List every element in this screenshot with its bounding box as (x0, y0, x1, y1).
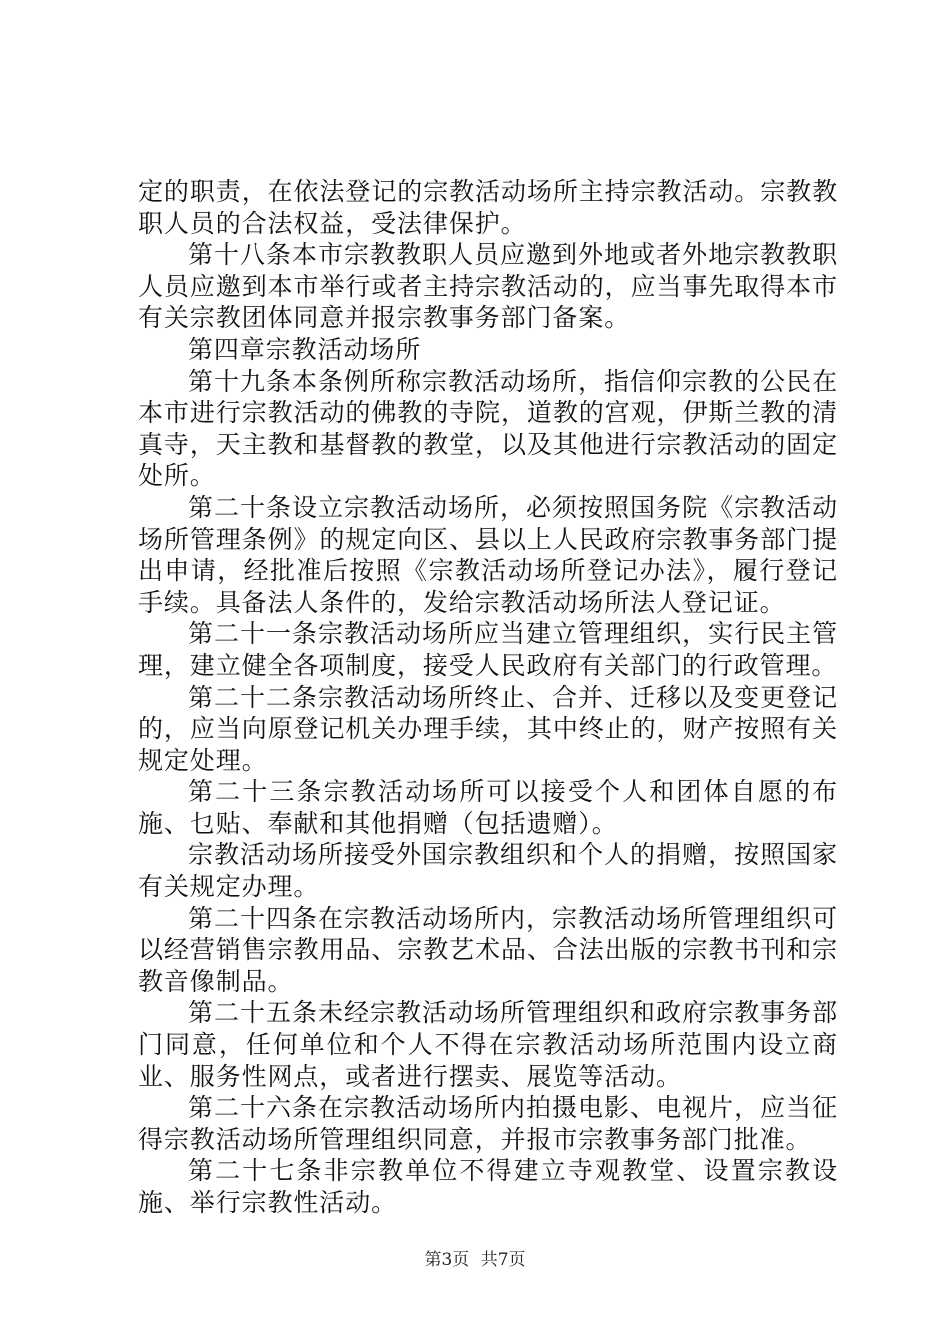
document-paragraph: 定的职责，在依法登记的宗教活动场所主持宗教活动。宗教教职人员的合法权益，受法律保护。 (138, 177, 838, 238)
document-paragraph: 第二十六条在宗教活动场所内拍摄电影、电视片，应当征得宗教活动场所管理组织同意，并报市宗教事务部门批准。 (138, 1093, 838, 1154)
document-paragraph: 第二十七条非宗教单位不得建立寺观教堂、设置宗教设施、举行宗教性活动。 (138, 1156, 838, 1217)
document-paragraph: 第十八条本市宗教教职人员应邀到外地或者外地宗教教职人员应邀到本市举行或者主持宗教活动的，应当事先取得本市有关宗教团体同意并报宗教事务部门备案。 (138, 240, 838, 333)
document-paragraph: 第二十一条宗教活动场所应当建立管理组织，实行民主管理，建立健全各项制度，接受人民政府有关部门的行政管理。 (138, 619, 838, 680)
document-paragraph: 第二十二条宗教活动场所终止、合并、迁移以及变更登记的，应当向原登记机关办理手续，其中终止的，财产按照有关规定处理。 (138, 682, 838, 775)
document-paragraph: 第二十五条未经宗教活动场所管理组织和政府宗教事务部门同意，任何单位和个人不得在宗教活动场所范围内设立商业、服务性网点，或者进行摆卖、展览等活动。 (138, 998, 838, 1091)
page-footer (0, 1245, 950, 1270)
current-page-number: 第3页 (424, 1250, 470, 1270)
document-paragraph: 宗教活动场所接受外国宗教组织和个人的捐赠，按照国家有关规定办理。 (138, 840, 838, 902)
document-paragraph: 第二十条设立宗教活动场所，必须按照国务院《宗教活动场所管理条例》的规定向区、县以上人民政府宗教事务部门提出申请，经批准后按照《宗教活动场所登记办法》，履行登记手续。具备法人条件的，发给宗教活动场所法人登记证。 (138, 492, 838, 617)
total-page-count: 共7页 (480, 1250, 526, 1270)
document-body (138, 176, 838, 1219)
document-paragraph: 第十九条本条例所称宗教活动场所，指信仰宗教的公民在本市进行宗教活动的佛教的寺院，道教的宫观，伊斯兰教的清真寺，天主教和基督教的教堂，以及其他进行宗教活动的固定处所。 (138, 366, 838, 491)
document-paragraph: 第二十三条宗教活动场所可以接受个人和团体自愿的布施、乜贴、奉献和其他捐赠（包括遗赠）。 (138, 777, 838, 838)
document-paragraph: 第二十四条在宗教活动场所内，宗教活动场所管理组织可以经营销售宗教用品、宗教艺术品、合法出版的宗教书刊和宗教音像制品。 (138, 903, 838, 996)
document-paragraph: 第四章宗教活动场所 (188, 334, 422, 364)
